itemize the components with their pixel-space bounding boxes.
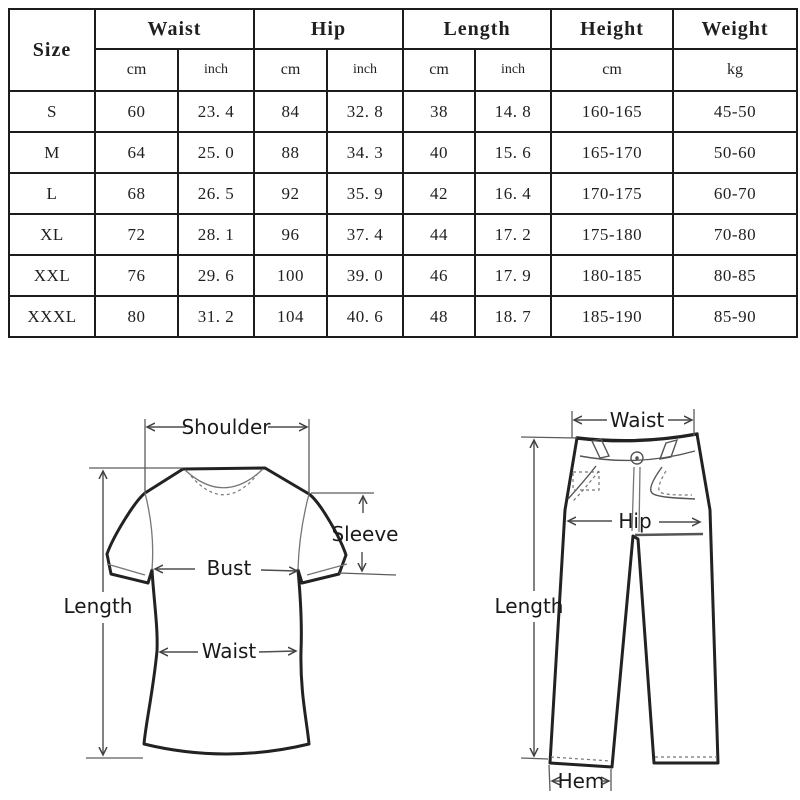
table-cell: 35. 9 xyxy=(327,173,403,214)
table-cell: 16. 4 xyxy=(475,173,551,214)
pants-length-extension-bottom xyxy=(521,758,548,759)
unit-cell: kg xyxy=(673,49,797,91)
size-cell: L xyxy=(9,173,95,214)
table-row xyxy=(9,132,797,173)
table-row xyxy=(9,91,797,132)
shoulder-dimension-label: Shoulder xyxy=(181,415,271,439)
table-cell: 175-180 xyxy=(551,214,673,255)
table-cell: 42 xyxy=(403,173,475,214)
size-cell: XL xyxy=(9,214,95,255)
table-cell: 60 xyxy=(95,91,178,132)
col-header-size: Size xyxy=(9,9,95,91)
tshirt-outline xyxy=(107,468,346,754)
table-cell: 17. 2 xyxy=(475,214,551,255)
table-cell: 72 xyxy=(95,214,178,255)
unit-cell: cm xyxy=(551,49,673,91)
table-row xyxy=(9,214,797,255)
table-cell: 64 xyxy=(95,132,178,173)
table-cell: 76 xyxy=(95,255,178,296)
table-cell: 17. 9 xyxy=(475,255,551,296)
table-cell: 100 xyxy=(254,255,327,296)
table-cell: 46 xyxy=(403,255,475,296)
right-sleeve-seam xyxy=(298,494,309,570)
tshirt-measurement-diagram xyxy=(55,392,435,800)
left-sleeve-seam xyxy=(145,493,153,570)
table-cell: 32. 8 xyxy=(327,91,403,132)
unit-cell: inch xyxy=(178,49,254,91)
col-header-weight: Weight xyxy=(673,9,797,49)
table-row xyxy=(9,296,797,337)
unit-cell: cm xyxy=(95,49,178,91)
table-cell: 180-185 xyxy=(551,255,673,296)
table-cell: 31. 2 xyxy=(178,296,254,337)
unit-cell: cm xyxy=(254,49,327,91)
sleeve-dimension-label: Sleeve xyxy=(331,522,399,546)
table-cell: 23. 4 xyxy=(178,91,254,132)
col-header-length: Length xyxy=(403,9,551,49)
table-cell: 40. 6 xyxy=(327,296,403,337)
table-cell: 70-80 xyxy=(673,214,797,255)
waist-dimension-right xyxy=(259,651,296,652)
pants-waist-dimension-label: Waist xyxy=(609,408,665,432)
unit-cell: inch xyxy=(327,49,403,91)
table-cell: 80 xyxy=(95,296,178,337)
table-cell: 26. 5 xyxy=(178,173,254,214)
size-cell: M xyxy=(9,132,95,173)
bust-dimension-label: Bust xyxy=(206,556,252,580)
hem-tick-left xyxy=(549,765,550,791)
table-cell: 37. 4 xyxy=(327,214,403,255)
col-header-height: Height xyxy=(551,9,673,49)
table-cell: 80-85 xyxy=(673,255,797,296)
hip-dimension-label: Hip xyxy=(618,509,652,533)
table-cell: 44 xyxy=(403,214,475,255)
table-cell: 165-170 xyxy=(551,132,673,173)
table-cell: 18. 7 xyxy=(475,296,551,337)
table-cell: 68 xyxy=(95,173,178,214)
table-cell: 48 xyxy=(403,296,475,337)
unit-cell: inch xyxy=(475,49,551,91)
collar-curve xyxy=(185,469,263,488)
table-cell: 160-165 xyxy=(551,91,673,132)
table-cell: 40 xyxy=(403,132,475,173)
collar-stitch-curve xyxy=(191,475,257,495)
left-hem-stitch xyxy=(551,757,611,761)
table-cell: 29. 6 xyxy=(178,255,254,296)
bust-dimension-right xyxy=(261,570,297,571)
table-cell: 39. 0 xyxy=(327,255,403,296)
hem-dimension-label: Hem xyxy=(557,769,605,793)
size-cell: XXL xyxy=(9,255,95,296)
table-cell: 170-175 xyxy=(551,173,673,214)
table-cell: 104 xyxy=(254,296,327,337)
size-cell: S xyxy=(9,91,95,132)
table-row xyxy=(9,255,797,296)
waist-dimension-label: Waist xyxy=(201,639,257,663)
table-row xyxy=(9,173,797,214)
table-cell: 45-50 xyxy=(673,91,797,132)
button-hole-icon xyxy=(635,456,639,460)
table-cell: 84 xyxy=(254,91,327,132)
table-cell: 92 xyxy=(254,173,327,214)
size-cell: XXXL xyxy=(9,296,95,337)
table-unit-row xyxy=(9,49,797,91)
table-cell: 60-70 xyxy=(673,173,797,214)
table-cell: 14. 8 xyxy=(475,91,551,132)
sleeve-extension-bottom xyxy=(339,573,396,575)
table-cell: 50-60 xyxy=(673,132,797,173)
table-cell: 25. 0 xyxy=(178,132,254,173)
table-cell: 34. 3 xyxy=(327,132,403,173)
table-cell: 28. 1 xyxy=(178,214,254,255)
crotch-seam-line xyxy=(635,534,703,535)
col-header-hip: Hip xyxy=(254,9,403,49)
left-pocket-stitch xyxy=(573,471,599,501)
table-cell: 96 xyxy=(254,214,327,255)
table-cell: 38 xyxy=(403,91,475,132)
table-header-row xyxy=(9,9,797,49)
pants-measurement-diagram xyxy=(488,392,800,800)
length-dimension-label: Length xyxy=(63,594,133,618)
size-chart-table xyxy=(8,8,798,338)
right-pocket-stitch xyxy=(659,471,692,495)
table-cell: 185-190 xyxy=(551,296,673,337)
table-cell: 85-90 xyxy=(673,296,797,337)
col-header-waist: Waist xyxy=(95,9,254,49)
pants-length-extension-top xyxy=(521,437,577,438)
unit-cell: cm xyxy=(403,49,475,91)
table-cell: 88 xyxy=(254,132,327,173)
table-cell: 15. 6 xyxy=(475,132,551,173)
pants-length-dimension-label: Length xyxy=(494,594,564,618)
